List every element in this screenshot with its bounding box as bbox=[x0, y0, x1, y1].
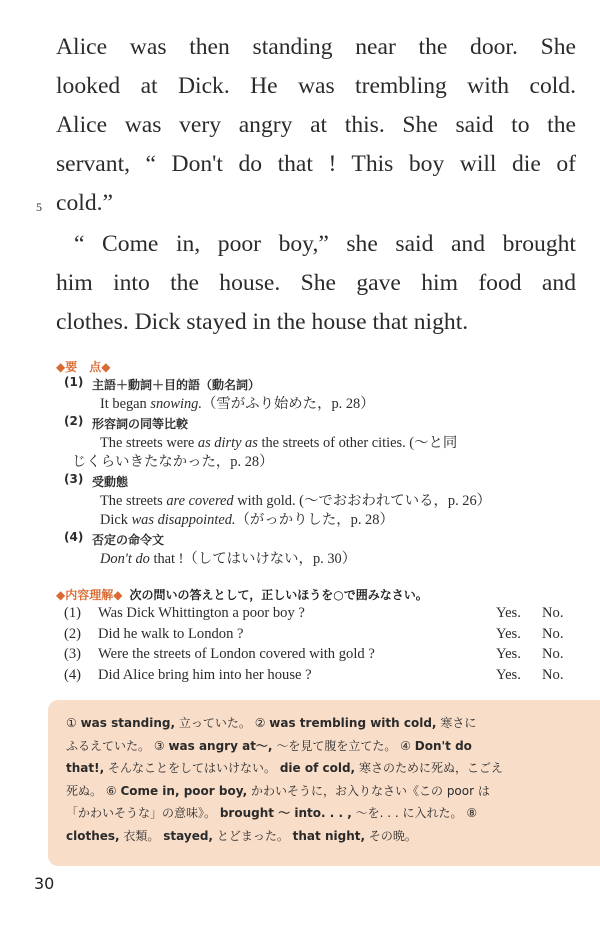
note-term: Don't do bbox=[414, 738, 472, 753]
note-term: that!, bbox=[66, 761, 105, 775]
grammar-point bbox=[64, 472, 584, 530]
page-number: 30 bbox=[34, 874, 55, 893]
note-term: Come in, poor boy, bbox=[120, 783, 248, 798]
point-number: (1) bbox=[64, 375, 84, 389]
note-term: that night, bbox=[292, 828, 366, 843]
grammar-point bbox=[64, 375, 584, 414]
notes-line: ① was standing, 立っていた。 ② was trembling with cold, 寒さに bbox=[66, 716, 477, 730]
note-term: was standing, bbox=[80, 716, 176, 730]
notes-line: 「かわいそうな」の意味》。 brought 〜 into. . . , 〜を. . . に入れた。 ⑧ bbox=[66, 806, 478, 820]
story-line: looked at Dick. He was trembling with cold. bbox=[56, 73, 576, 99]
answer-yes[interactable]: Yes. bbox=[496, 625, 521, 642]
story-line: him into the house. She gave him food and bbox=[56, 270, 576, 296]
note-term: was angry at〜, bbox=[168, 738, 273, 753]
notes-line: ふるえていた。 ③ was angry at〜, 〜を見て腹を立てた。 ④ Don't do bbox=[66, 738, 472, 753]
point-example: Don't do that !（してはいけない，p. 30） bbox=[100, 551, 357, 567]
point-example-wrap: じくらいきたなかった，p. 28） bbox=[72, 454, 274, 470]
vocabulary-notes bbox=[66, 712, 586, 847]
notes-line: 死ぬ。 ⑥ Come in, poor boy, かわいそうに，お入りなさい《この poor は bbox=[66, 783, 490, 798]
question-text: Did Alice bring him into her house ? bbox=[98, 666, 312, 683]
story-line: clothes. Dick stayed in the house that night. bbox=[56, 309, 469, 335]
question-number: (2) bbox=[64, 625, 82, 642]
question-text: Did he walk to London ? bbox=[98, 625, 244, 642]
question-text: Were the streets of London covered with gold ? bbox=[98, 646, 375, 663]
story-text bbox=[56, 28, 576, 342]
point-title: 受動態 bbox=[92, 475, 129, 489]
point-example: Dick was disappointed.（がっかりした，p. 28） bbox=[100, 512, 394, 528]
notes-line: clothes, 衣類。 stayed, とどまった。 that night, その晩。 bbox=[66, 828, 417, 843]
point-title: 否定の命令文 bbox=[92, 533, 165, 547]
question-row bbox=[64, 603, 584, 624]
point-example: The streets were as dirty as the streets of other cities. (〜と同 bbox=[100, 435, 458, 451]
answer-yes[interactable]: Yes. bbox=[496, 646, 521, 663]
answer-no[interactable]: No. bbox=[542, 646, 564, 663]
answer-no[interactable]: No. bbox=[542, 625, 564, 642]
grammar-points bbox=[64, 375, 584, 569]
point-number: (3) bbox=[64, 472, 84, 486]
story-line: servant, “ Don't do that ! This boy will die of bbox=[56, 151, 576, 177]
question-row bbox=[64, 624, 584, 645]
point-example: The streets are covered with gold. (〜でおおわれている，p. 26） bbox=[100, 493, 492, 509]
grammar-point bbox=[64, 414, 584, 472]
point-number: (2) bbox=[64, 414, 84, 428]
story-line: Alice was then standing near the door. She bbox=[56, 34, 576, 60]
point-number: (4) bbox=[64, 530, 84, 544]
point-title: 主語＋動詞＋目的語（動名詞） bbox=[92, 378, 261, 392]
comprehension-heading bbox=[56, 586, 428, 603]
question-text: Was Dick Whittington a poor boy ? bbox=[98, 605, 305, 621]
story-line: “ Come in, poor boy,” she said and brought bbox=[74, 231, 576, 257]
point-title: 形容詞の同等比較 bbox=[92, 417, 189, 431]
note-term: die of cold, bbox=[279, 761, 356, 775]
vocabulary-notes-box bbox=[48, 700, 600, 866]
line-number: 5 bbox=[36, 200, 42, 214]
note-term: was trembling with cold, bbox=[269, 716, 437, 730]
point-example: It began snowing.（雪がふり始めた，p. 28） bbox=[100, 396, 375, 412]
question-list bbox=[64, 603, 584, 685]
note-term: stayed, bbox=[163, 828, 213, 843]
points-heading: ◆要 点◆ bbox=[56, 360, 111, 374]
answer-no[interactable]: No. bbox=[542, 605, 564, 621]
comprehension-label: ◆内容理解◆ bbox=[56, 588, 123, 602]
grammar-point bbox=[64, 530, 584, 569]
question-number: (4) bbox=[64, 666, 82, 683]
answer-yes[interactable]: Yes. bbox=[496, 666, 521, 683]
note-term: clothes, bbox=[66, 828, 120, 843]
question-row bbox=[64, 665, 584, 686]
story-line: Alice was very angry at this. She said to the bbox=[56, 112, 576, 138]
question-number: (1) bbox=[64, 605, 82, 621]
story-line: cold.” bbox=[56, 190, 113, 216]
question-number: (3) bbox=[64, 646, 82, 663]
comprehension-instruction: 次の問いの答えとして，正しいほうを○で囲みなさい。 bbox=[129, 588, 428, 602]
answer-no[interactable]: No. bbox=[542, 666, 564, 683]
notes-line: that!, そんなことをしてはいけない。 die of cold, 寒さのために死ぬ，こごえ bbox=[66, 761, 503, 775]
answer-yes[interactable]: Yes. bbox=[496, 605, 521, 621]
note-term: brought 〜 into. . . , bbox=[219, 806, 352, 820]
question-row bbox=[64, 644, 584, 665]
